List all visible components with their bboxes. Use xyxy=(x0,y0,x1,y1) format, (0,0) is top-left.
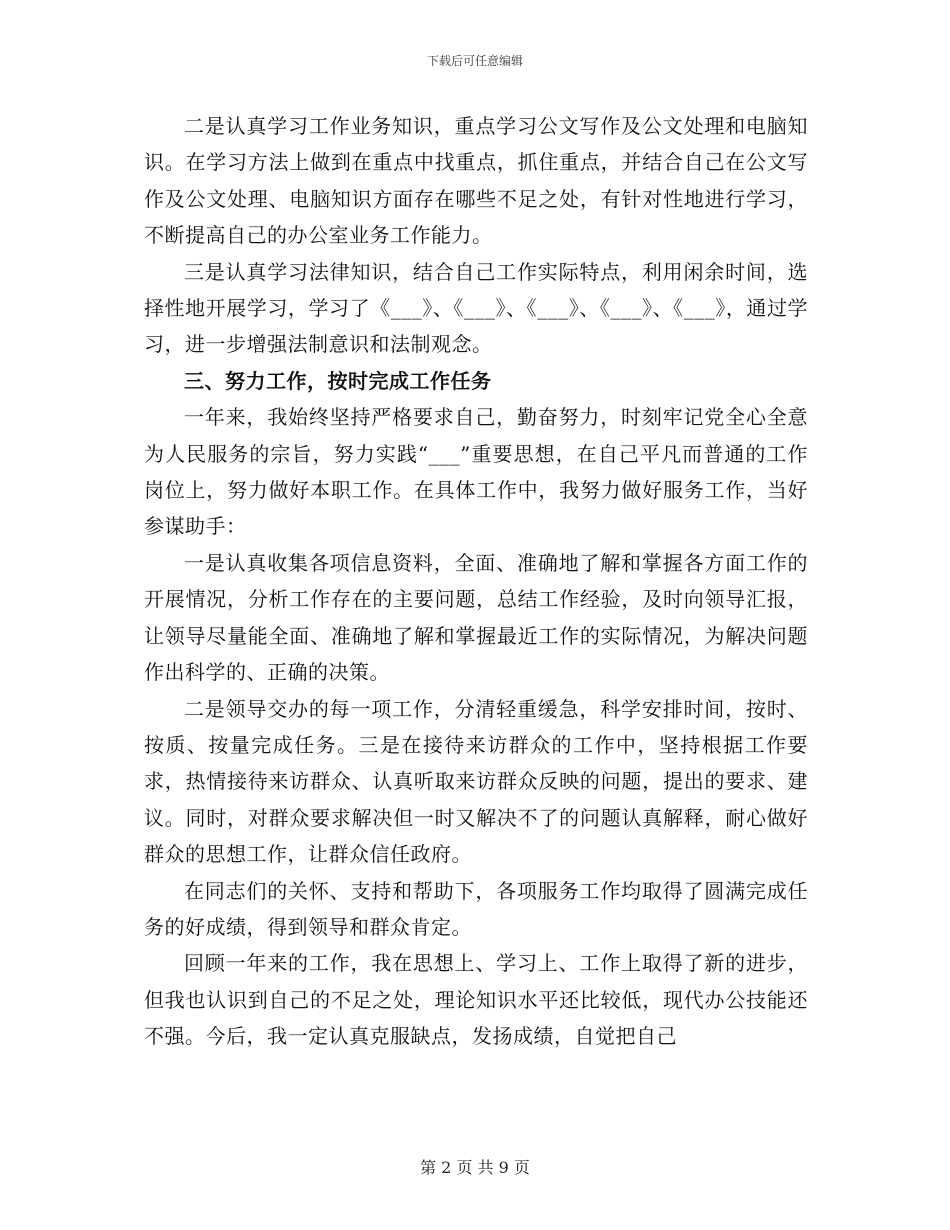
page-header-note: 下载后可任意编辑 xyxy=(426,54,523,68)
paragraph-achievements: 在同志们的关怀、支持和帮助下，各项服务工作均取得了圆满完成任务的好成绩，得到领导和群众肯定。 xyxy=(144,878,808,939)
section-heading: 三、努力工作，按时完成工作任务 xyxy=(184,368,492,393)
paragraph-study-business: 二是认真学习工作业务知识，重点学习公文写作及公文处理和电脑知识。在学习方法上做到在重点中找重点，抓住重点，并结合自己在公文写作及公文处理、电脑知识方面存在哪些不足之处，有针对性地进行学习，不断提高自己的办公室业务工作能力。 xyxy=(144,114,808,248)
paragraph-year-review: 一年来，我始终坚持严格要求自己，勤奋努力，时刻牢记党全心全意为人民服务的宗旨，努力实践“___”重要思想，在自己平凡而普通的工作岗位上，努力做好本职工作。在具体工作中，我努力做好服务工作，当好参谋助手： xyxy=(144,405,808,539)
page-number: 第 2 页 共 9 页 xyxy=(420,1158,530,1177)
paragraph-collect-info: 一是认真收集各项信息资料，全面、准确地了解和掌握各方面工作的开展情况，分析工作存在的主要问题，总结工作经验，及时向领导汇报，让领导尽量能全面、准确地了解和掌握最近工作的实际情况，为解决问题作出科学的、正确的决策。 xyxy=(144,550,808,685)
paragraph-reflection: 回顾一年来的工作，我在思想上、学习上、工作上取得了新的进步，但我也认识到自己的不足之处，理论知识水平还比较低，现代办公技能还不强。今后，我一定认真克服缺点，发扬成绩，自觉把自己 xyxy=(144,951,808,1049)
document-body xyxy=(144,108,808,1055)
paragraph-leader-tasks: 二是领导交办的每一项工作，分清轻重缓急，科学安排时间，按时、按质、按量完成任务。三是在接待来访群众的工作中，坚持根据工作要求，热情接待来访群众、认真听取来访群众反映的问题，提出的要求、建议。同时，对群众要求解决但一时又解决不了的问题认真解释，耐心做好群众的思想工作，让群众信任政府。 xyxy=(144,696,808,867)
paragraph-study-law: 三是认真学习法律知识，结合自己工作实际特点，利用闲余时间，选择性地开展学习，学习了《___》、《___》、《___》、《___》、《___》，通过学习，进一步增强法制意识和法制观念。 xyxy=(144,259,808,357)
